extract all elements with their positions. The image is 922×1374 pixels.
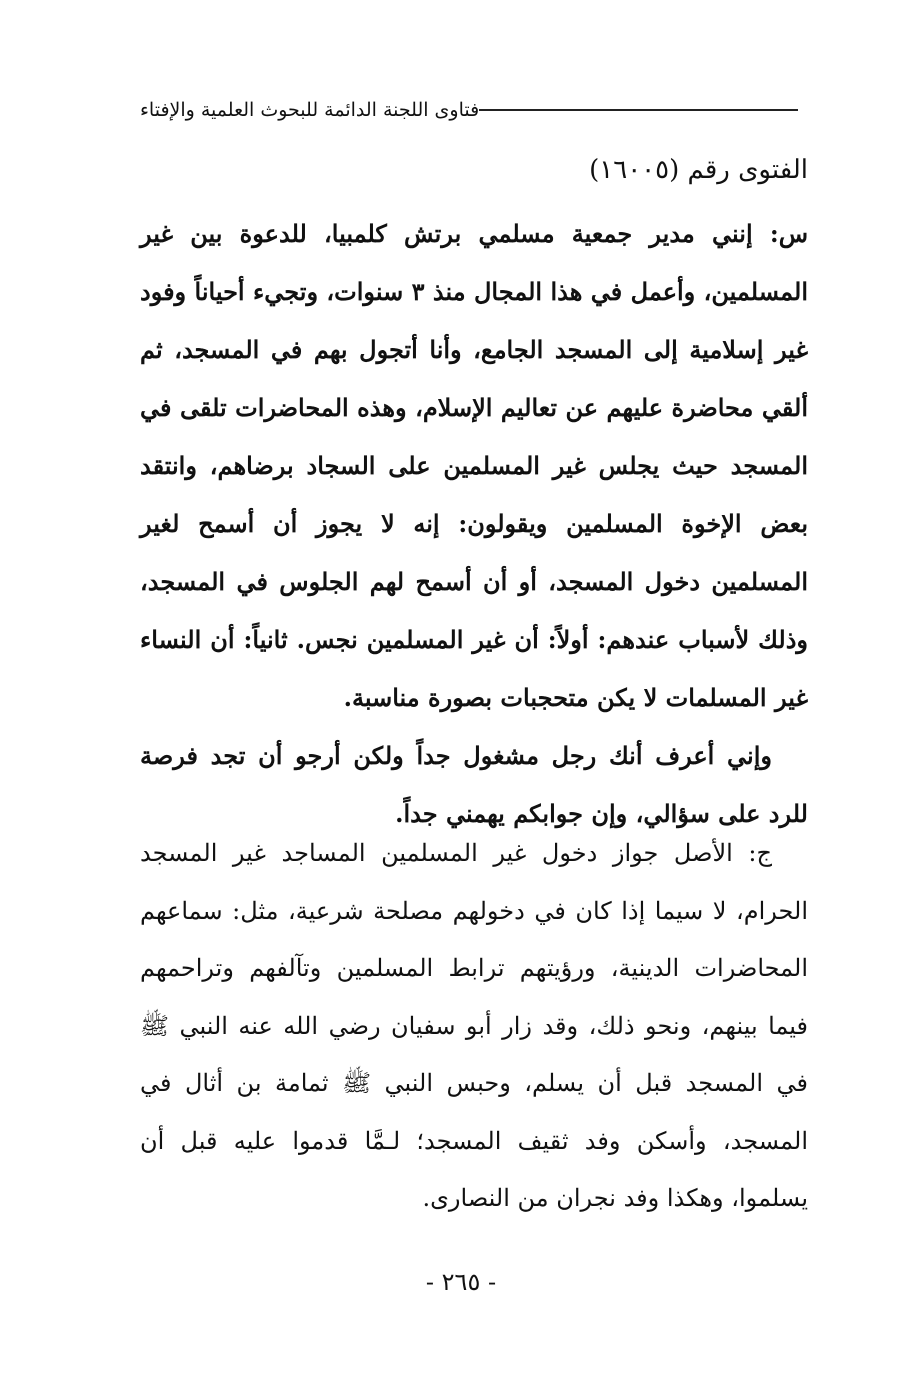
header-rule [479,109,798,111]
running-title: فتاوى اللجنة الدائمة للبحوث العلمية والإفتاء [140,99,480,121]
answer-block [140,825,808,1228]
answer-paragraph: ج: الأصل جواز دخول غير المسلمين المساجد غير المسجد الحرام، لا سيما إذا كان في دخولهم مصلحة شرعية، مثل: سماعهم المحاضرات الدينية، ورؤيتهم ترابط المسلمين وتآلفهم وتراحمهم فيما بينهم، ونحو ذلك، وقد زار أبو سفيان رضي الله عنه النبي ﷺ في المسجد قبل أن يسلم، وحبس النبي ﷺ ثمامة بن أثال في المسجد، وأسكن وفد ثقيف المسجد؛ لـمَّا قدموا عليه قبل أن يسلموا، وهكذا وفد نجران من النصارى. [140,839,808,1212]
question-paragraph: س: إنني مدير جمعية مسلمي برتش كلمبيا، للدعوة بين غير المسلمين، وأعمل في هذا المجال منذ ٣ سنوات، وتجيء أحياناً وفود غير إسلامية إلى المسجد الجامع، وأنا أتجول بهم في المسجد، ثم ألقي محاضرة عليهم عن تعاليم الإسلام، وهذه المحاضرات تلقى في المسجد حيث يجلس غير المسلمين على السجاد برضاهم، وانتقد بعض الإخوة المسلمين ويقولون: إنه لا يجوز أن أسمح لغير المسلمين دخول المسجد، أو أن أسمح لهم الجلوس في المسجد، وذلك لأسباب عندهم: أولاً: أن غير المسلمين نجس. ثانياً: أن النساء غير المسلمات لا يكن متحجبات بصورة مناسبة. [140,219,809,712]
fatwa-number: الفتوى رقم (١٦٠٠٥) [589,155,808,185]
question-block [140,205,808,843]
question-paragraph: وإني أعرف أنك رجل مشغول جداً ولكن أرجو أن تجد فرصة للرد على سؤالي، وإن جوابكم يهمني جداً. [140,741,808,828]
running-header [140,90,808,130]
page-number: - ٢٦٥ - [425,1268,497,1296]
